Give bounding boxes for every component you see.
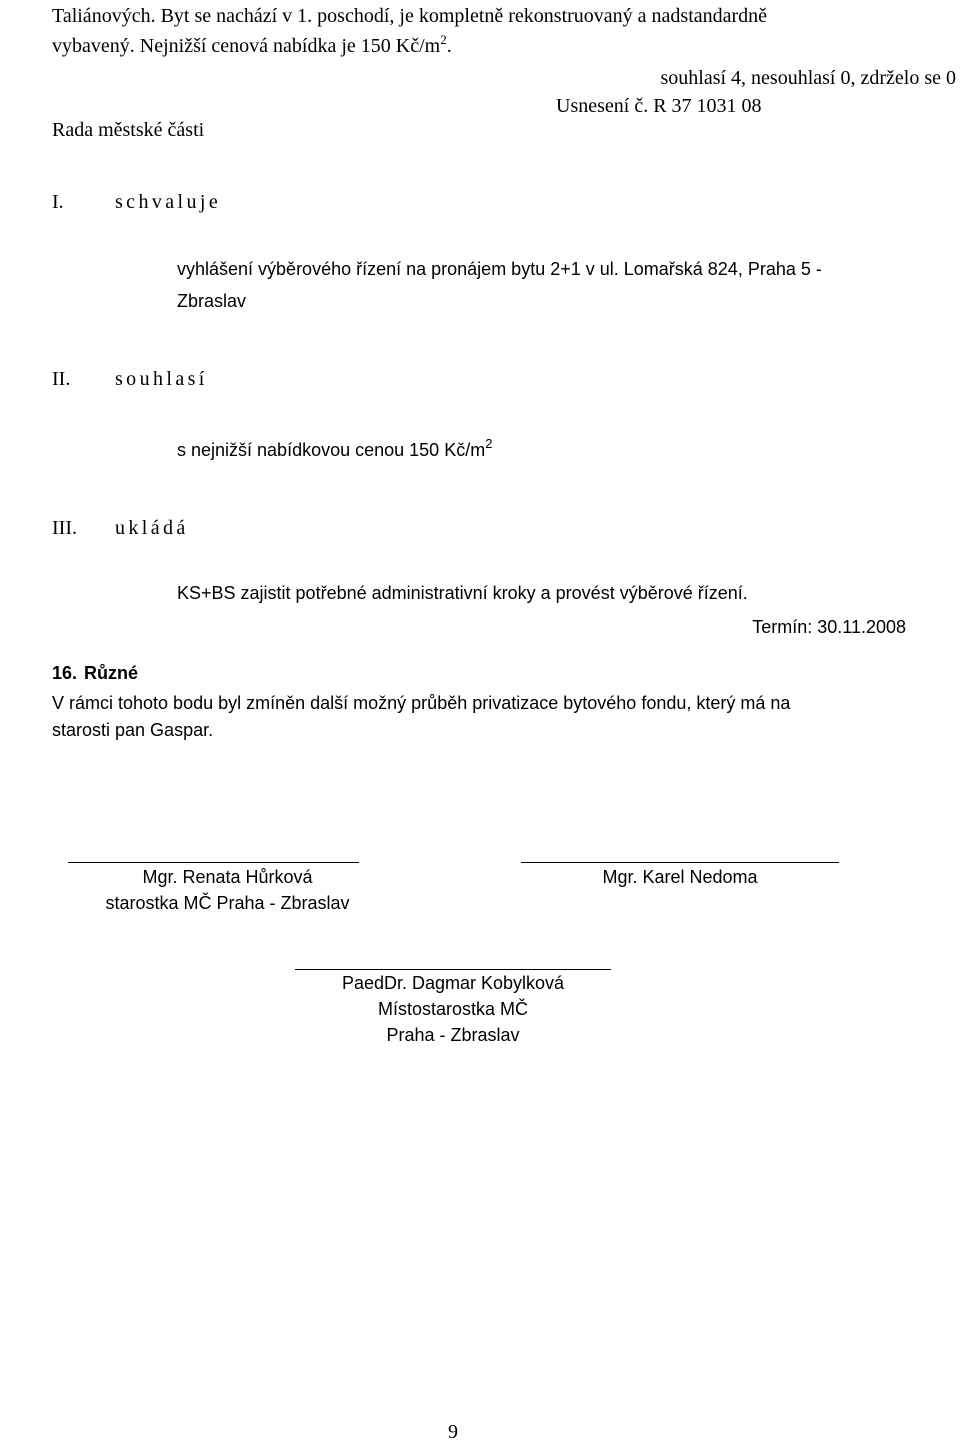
section-1-text-line-1: vyhlášení výběrového řízení na pronájem bytu 2+1 v ul. Lomařská 824, Praha 5 -	[177, 259, 822, 279]
vote-result: souhlasí 4, nesouhlasí 0, zdrželo se 0	[660, 67, 956, 89]
item-16-line-1: V rámci tohoto bodu byl zmíněn další možný průběh privatizace bytového fondu, který má na	[52, 693, 791, 713]
signature-center-name: PaedDr. Dagmar Kobylková	[341, 973, 565, 993]
intro-line-1: Taliánových. Byt se nachází v 1. poschodí, je kompletně rekonstruovaný a nadstandardně	[52, 5, 768, 27]
resolution-number: Usnesení č. R 37 1031 08	[556, 95, 762, 117]
section-2-text	[177, 436, 493, 462]
section-3-deadline: Termín: 30.11.2008	[752, 617, 906, 637]
section-1-text-line-2: Zbraslav	[177, 291, 247, 311]
item-16-line-2: starosti pan Gaspar.	[52, 720, 214, 740]
section-2-sup: 2	[485, 436, 493, 451]
intro-line-2	[52, 34, 452, 58]
section-1-verb: schvaluje	[115, 191, 222, 213]
signature-left-name: Mgr. Renata Hůrková	[142, 867, 313, 887]
council-name: Rada městské části	[52, 119, 205, 141]
signature-right-name: Mgr. Karel Nedoma	[602, 867, 758, 887]
signature-line-center	[295, 969, 611, 970]
section-3-numeral: III.	[52, 517, 77, 539]
signature-line-left	[68, 862, 359, 863]
section-1-numeral: I.	[52, 191, 64, 213]
section-2-numeral: II.	[52, 368, 71, 390]
item-16-number: 16.	[52, 663, 78, 683]
section-3-verb: ukládá	[115, 517, 189, 539]
page-number: 9	[448, 1421, 458, 1443]
signature-center-role-1: Místostarostka MČ	[377, 999, 529, 1019]
intro-line-2-end: .	[446, 35, 452, 57]
section-3-text: KS+BS zajistit potřebné administrativní kroky a provést výběrové řízení.	[177, 583, 748, 603]
signature-center-role-2: Praha - Zbraslav	[386, 1025, 520, 1045]
item-16-title: Různé	[84, 663, 138, 683]
section-2-verb: souhlasí	[115, 368, 208, 390]
signature-left-role: starostka MČ Praha - Zbraslav	[105, 893, 350, 913]
section-2-text-main: s nejnižší nabídkovou cenou 150 Kč/m	[177, 440, 486, 460]
intro-line-2-text: vybavený. Nejnižší cenová nabídka je 150 Kč/m	[52, 35, 441, 57]
intro-line-2-sup: 2	[440, 32, 447, 47]
signature-line-right	[521, 862, 839, 863]
